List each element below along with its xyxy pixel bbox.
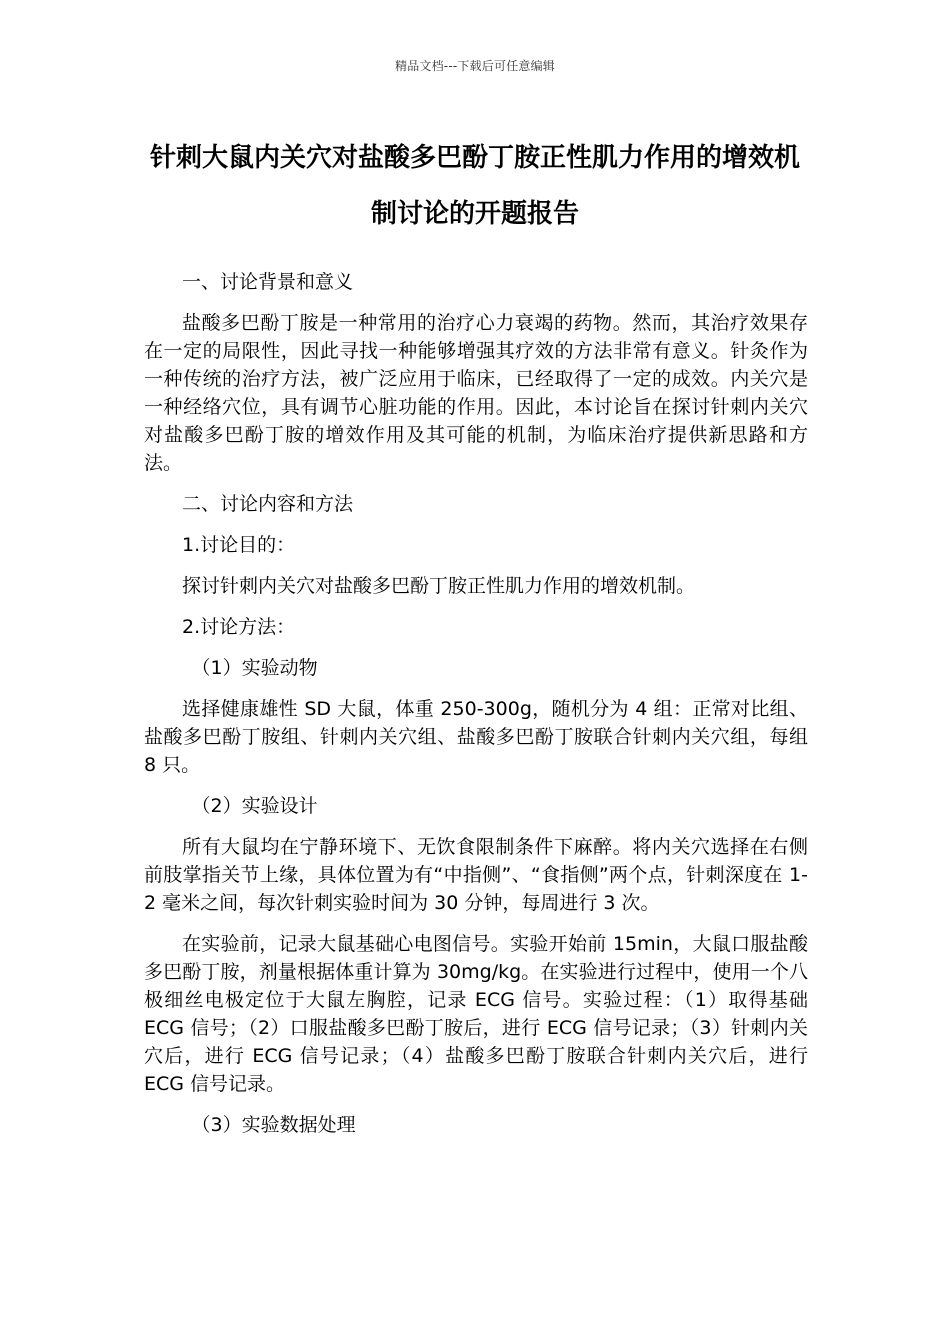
- subheading-data-processing: （3）实验数据处理: [191, 1114, 356, 1136]
- section-heading-background: 一、讨论背景和意义: [182, 271, 354, 293]
- paragraph-background: 盐酸多巴酚丁胺是一种常用的治疗心力衰竭的药物。然而，其治疗效果存在一定的局限性，因此寻找一种能够增强其疗效的方法非常有意义。针灸作为一种传统的治疗方法，被广泛应用于临床，已经取得了一定的成效。内关穴是一种经络穴位，具有调节心脏功能的作用。因此，本讨论旨在探讨针刺内关穴对盐酸多巴酚丁胺的增效作用及其可能的机制，为临床治疗提供新思路和方法。: [144, 312, 808, 474]
- paragraph-design: 所有大鼠均在宁静环境下、无饮食限制条件下麻醉。将内关穴选择在右侧前肢掌指关节上缘，具体位置为有“中指侧”、“食指侧”两个点，针刺深度在 1-2 毫米之间，每次针刺实验时间为 30 分钟，每周进行 3 次。: [144, 836, 808, 914]
- section-heading-content-methods: 二、讨论内容和方法: [182, 493, 354, 515]
- paragraph-purpose: 探讨针刺内关穴对盐酸多巴酚丁胺正性肌力作用的增效机制。: [182, 575, 696, 597]
- subheading-methods: 2.讨论方法：: [182, 616, 296, 638]
- subheading-animals: （1）实验动物: [191, 657, 318, 679]
- document-title: 针刺大鼠内关穴对盐酸多巴酚丁胺正性肌力作用的增效机制讨论的开题报告: [149, 143, 800, 229]
- paragraph-procedure: 在实验前，记录大鼠基础心电图信号。实验开始前 15min，大鼠口服盐酸多巴酚丁胺，剂量根据体重计算为 30mg/kg。在实验进行过程中，使用一个八极细丝电极定位于大鼠左胸腔，记录 ECG 信号。实验过程：（1）取得基础 ECG 信号；（2）口服盐酸多巴酚丁胺后，进行 ECG 信号记录；（3）针刺内关穴后，进行 ECG 信号记录；（4）盐酸多巴酚丁胺联合针刺内关穴后，进行 ECG 信号记录。: [144, 933, 808, 1095]
- subheading-design: （2）实验设计: [191, 795, 318, 817]
- header-note: 精品文档---下载后可任意编辑: [395, 59, 555, 73]
- subheading-purpose: 1.讨论目的：: [182, 534, 296, 556]
- document-body: [144, 268, 808, 1152]
- paragraph-animals: 选择健康雄性 SD 大鼠，体重 250-300g，随机分为 4 组：正常对比组、盐酸多巴酚丁胺组、针刺内关穴组、盐酸多巴酚丁胺联合针刺内关穴组，每组 8 只。: [144, 698, 808, 776]
